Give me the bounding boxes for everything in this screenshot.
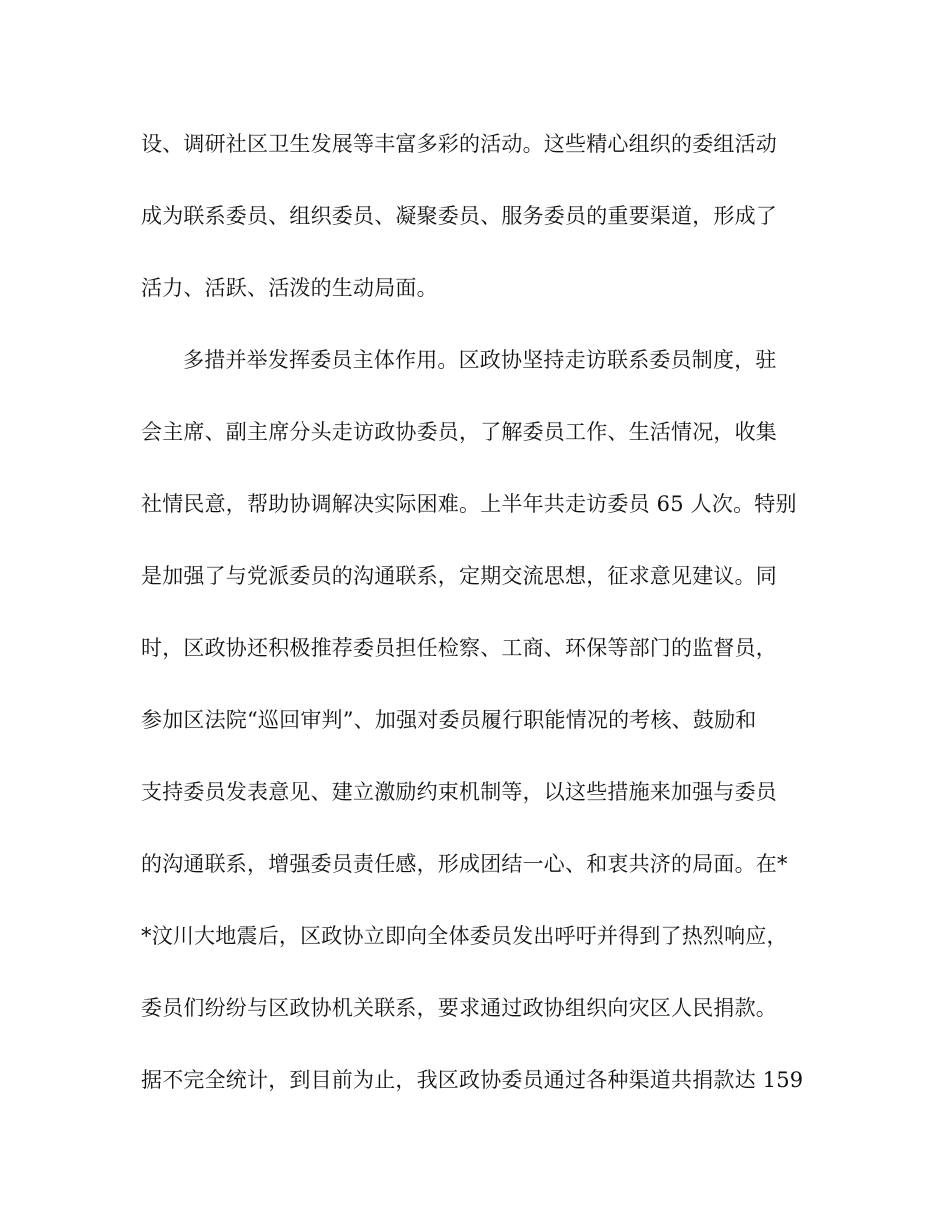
text-line: 参加区法院“巡回审判”、加强对委员履行职能情况的考核、鼓励和	[141, 708, 757, 732]
text-line: 委员们纷纷与区政协机关联系，要求通过政协组织向灾区人民捐款。	[141, 996, 777, 1020]
text-line: 会主席、副主席分头走访政协委员，了解委员工作、生活情况，收集	[141, 420, 777, 444]
text-line: 社情民意，帮助协调解决实际困难。上半年共走访委员 65 人次。特别	[141, 492, 797, 516]
text-line: 设、调研社区卫生发展等丰富多彩的活动。这些精心组织的委组活动	[141, 132, 777, 156]
text-line: 成为联系委员、组织委员、凝聚委员、服务委员的重要渠道，形成了	[141, 204, 777, 228]
paragraph-first-line: 多措并举发挥委员主体作用。区政协坚持走访联系委员制度，驻	[183, 348, 777, 372]
text-line: 据不完全统计，到目前为止，我区政协委员通过各种渠道共捐款达 159	[141, 1068, 804, 1092]
text-line: *汶川大地震后，区政协立即向全体委员发出呼吁并得到了热烈响应，	[141, 924, 788, 948]
text-line: 的沟通联系，增强委员责任感，形成团结一心、和衷共济的局面。在*	[141, 852, 788, 876]
text-line: 活力、活跃、活泼的生动局面。	[141, 276, 438, 300]
text-line: 时，区政协还积极推荐委员担任检察、工商、环保等部门的监督员，	[141, 636, 777, 660]
text-line: 支持委员发表意见、建立激励约束机制等，以这些措施来加强与委员	[141, 780, 777, 804]
text-line: 是加强了与党派委员的沟通联系，定期交流思想，征求意见建议。同	[141, 564, 777, 588]
